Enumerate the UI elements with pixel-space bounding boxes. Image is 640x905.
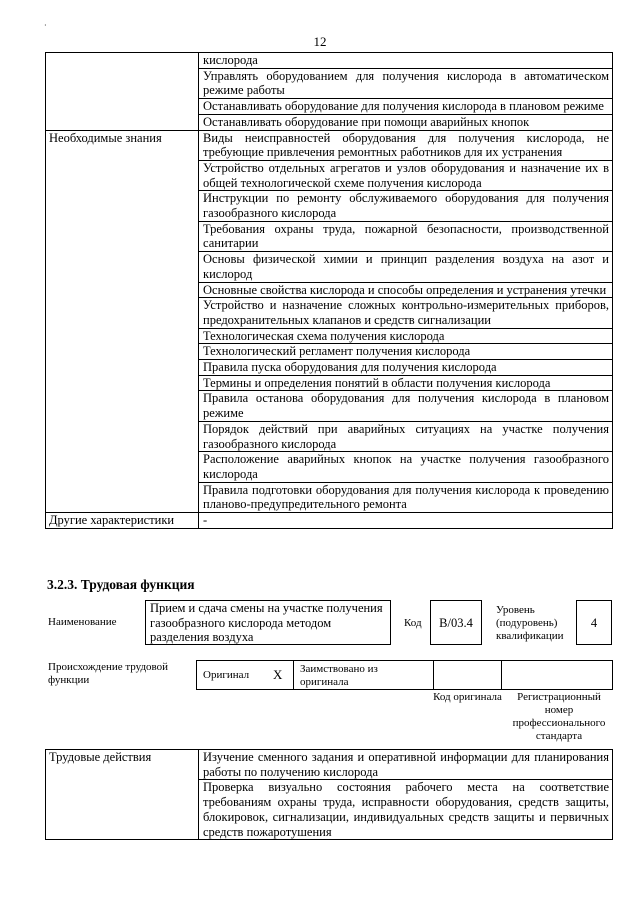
code-original-caption: Код оригинала (433, 691, 502, 703)
table-cell: Требования охраны труда, пожарной безопасности, производственной санитарии (199, 221, 613, 251)
table-cell: - (199, 513, 613, 529)
table-cell: Основные свойства кислорода и способы определения и устранения утечки (199, 282, 613, 298)
table-cell: Виды неисправностей оборудования для получения кислорода, не требующие привлечения ремонтных работников для их устранения (199, 130, 613, 160)
table-cell: Правила пуска оборудования для получения кислорода (199, 360, 613, 376)
origin-label: Происхождение трудовой функции (48, 661, 169, 686)
table-row (46, 130, 613, 160)
labor-actions-table (45, 749, 613, 840)
table-cell: Технологический регламент получения кислорода (199, 344, 613, 360)
table-cell: Термины и определения понятий в области получения кислорода (199, 375, 613, 391)
table-cell: Устройство отдельных агрегатов и узлов оборудования и назначение их в общей технологической схеме получения кислорода (199, 160, 613, 190)
table-cell: Изучение сменного задания и оперативной информации для планирования работы по получению кислорода (199, 750, 613, 780)
reg-number-cell (501, 660, 613, 690)
table-cell: Технологическая схема получения кислорода (199, 328, 613, 344)
table-cell: кислорода (199, 53, 613, 69)
code-label: Код (404, 617, 422, 629)
code-value: B/03.4 (439, 616, 473, 630)
borrowed-cell (293, 660, 434, 690)
other-characteristics-label: Другие характеристики (46, 513, 199, 529)
name-label: Наименование (48, 616, 117, 628)
table-cell: Расположение аварийных кнопок на участке получения газообразного кислорода (199, 452, 613, 482)
table-cell: Останавливать оборудование для получения кислорода в плановом режиме (199, 99, 613, 115)
table-cell: Управлять оборудованием для получения кислорода в автоматическом режиме работы (199, 68, 613, 98)
table-cell: Проверка визуально состояния рабочего места на соответствие требованиям охраны труда, исправности оборудования, средств защиты, блокировок, сигнализации, индивидуальных средств защиты и первичных средств пожаротушения (199, 780, 613, 840)
original-cell (196, 660, 294, 690)
level-label: Уровень (подуровень) квалификации (496, 604, 564, 642)
function-name-box (145, 600, 391, 645)
knowledge-table (45, 52, 613, 529)
table-row (46, 513, 613, 529)
section-title: 3.2.3. Трудовая функция (47, 577, 195, 592)
function-name-value: Прием и сдача смены на участке получения газообразного кислорода методом разделения воздуха (150, 601, 383, 645)
borrowed-label: Заимствовано из оригинала (300, 663, 378, 688)
original-label: Оригинал (203, 669, 250, 681)
table-cell: Инструкции по ремонту обслуживаемого оборудования для получения газообразного кислорода (199, 191, 613, 221)
table-cell: Правила подготовки оборудования для получения кислорода к проведению планово-предупредительного ремонта (199, 482, 613, 512)
code-original-cell (433, 660, 502, 690)
table-row (46, 750, 613, 780)
reg-number-caption: Регистрационный номер профессионального стандарта (512, 691, 606, 742)
code-value-box (430, 600, 482, 645)
table-cell: Порядок действий при аварийных ситуациях на участке получения газообразного кислорода (199, 421, 613, 451)
table-row (46, 53, 613, 69)
table-cell: Останавливать оборудование при помощи аварийных кнопок (199, 114, 613, 130)
level-value-box (576, 600, 612, 645)
table-cell: Основы физической химии и принцип разделения воздуха на азот и кислород (199, 252, 613, 282)
labor-actions-label: Трудовые действия (46, 750, 199, 840)
original-mark: X (273, 667, 283, 682)
level-value: 4 (590, 616, 598, 630)
table-label-cell (46, 53, 199, 131)
table-cell: Правила останова оборудования для получения кислорода в плановом режиме (199, 391, 613, 421)
scan-speck: · (44, 21, 47, 30)
knowledge-label: Необходимые знания (46, 130, 199, 513)
table-cell: Устройство и назначение сложных контрольно-измерительных приборов, предохранительных клапанов и средств сигнализации (199, 298, 613, 328)
page-number: 12 (313, 34, 327, 49)
